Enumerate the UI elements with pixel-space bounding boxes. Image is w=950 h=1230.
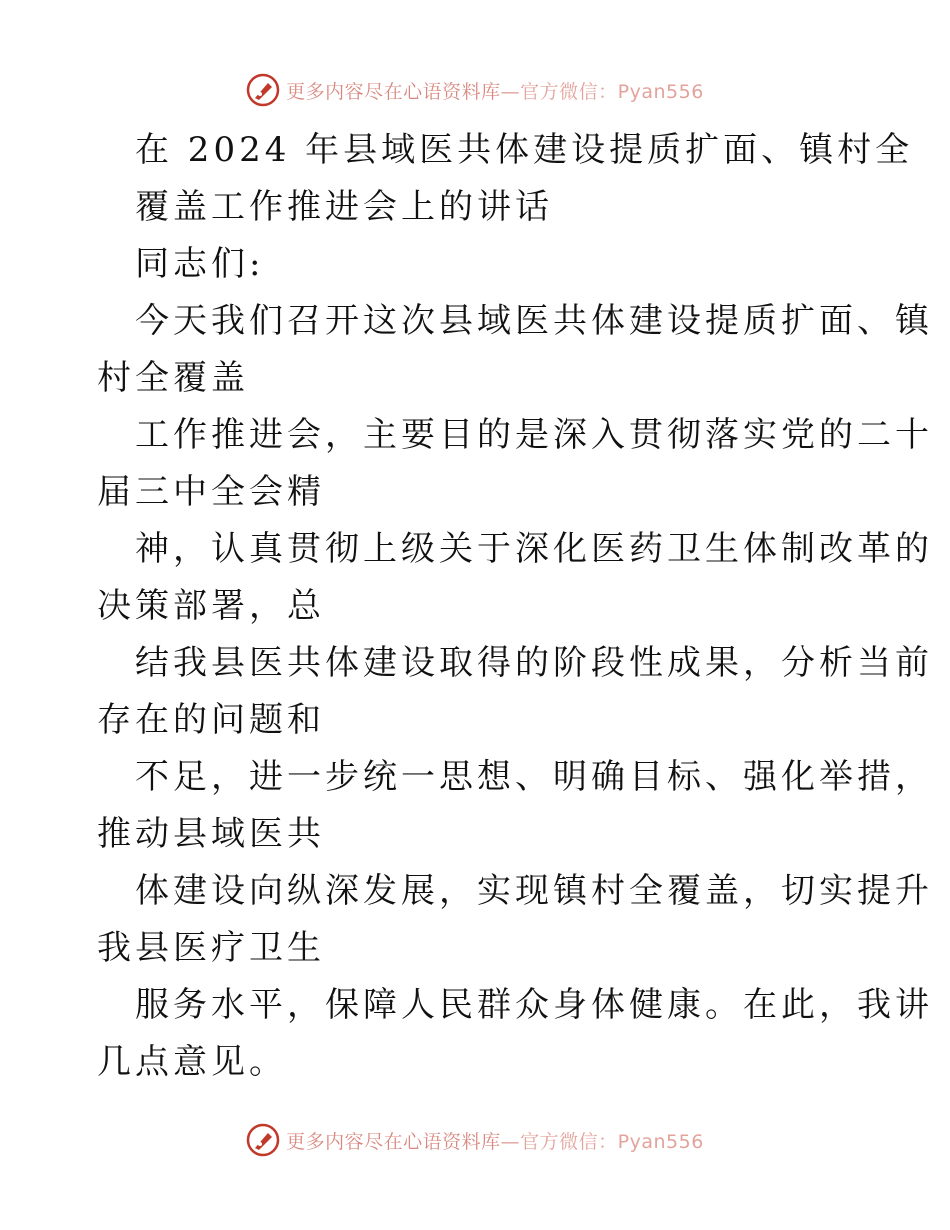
paragraph-line: 村全覆盖 (97, 358, 249, 398)
paragraph-line: 服务水平，保障人民群众身体健康。在此，我讲 (135, 985, 933, 1025)
pen-nib-logo-icon (246, 1123, 280, 1157)
paragraph-line: 今天我们召开这次县域医共体建设提质扩面、镇 (135, 301, 933, 341)
document-body (97, 122, 933, 1091)
paragraph-line: 决策部署，总 (97, 586, 325, 626)
watermark-text: 更多内容尽在心语资料库—官方微信：Pyan556 (286, 80, 704, 103)
doc-title-line-1: 在 2024 年县域医共体建设提质扩面、镇村全 (135, 130, 914, 170)
paragraph-line: 神，认真贯彻上级关于深化医药卫生体制改革的 (135, 529, 933, 569)
salutation: 同志们: (135, 244, 265, 284)
doc-title-line-2: 覆盖工作推进会上的讲话 (135, 187, 553, 227)
paragraph-line: 几点意见。 (97, 1042, 287, 1082)
paragraph-line: 工作推进会，主要目的是深入贯彻落实党的二十 (135, 415, 933, 455)
paragraph-line: 推动县域医共 (97, 814, 325, 854)
paragraph-line: 结我县医共体建设取得的阶段性成果，分析当前 (135, 643, 933, 683)
paragraph-line: 我县医疗卫生 (97, 928, 325, 968)
header-watermark (0, 70, 950, 110)
paragraph-line: 体建设向纵深发展，实现镇村全覆盖，切实提升 (135, 871, 933, 911)
paragraph-line: 届三中全会精 (97, 472, 325, 512)
watermark-text: 更多内容尽在心语资料库—官方微信：Pyan556 (286, 1130, 704, 1153)
paragraph-line: 不足，进一步统一思想、明确目标、强化举措， (135, 757, 933, 797)
footer-watermark (0, 1120, 950, 1160)
pen-nib-logo-icon (246, 73, 280, 107)
paragraph-line: 存在的问题和 (97, 700, 325, 740)
